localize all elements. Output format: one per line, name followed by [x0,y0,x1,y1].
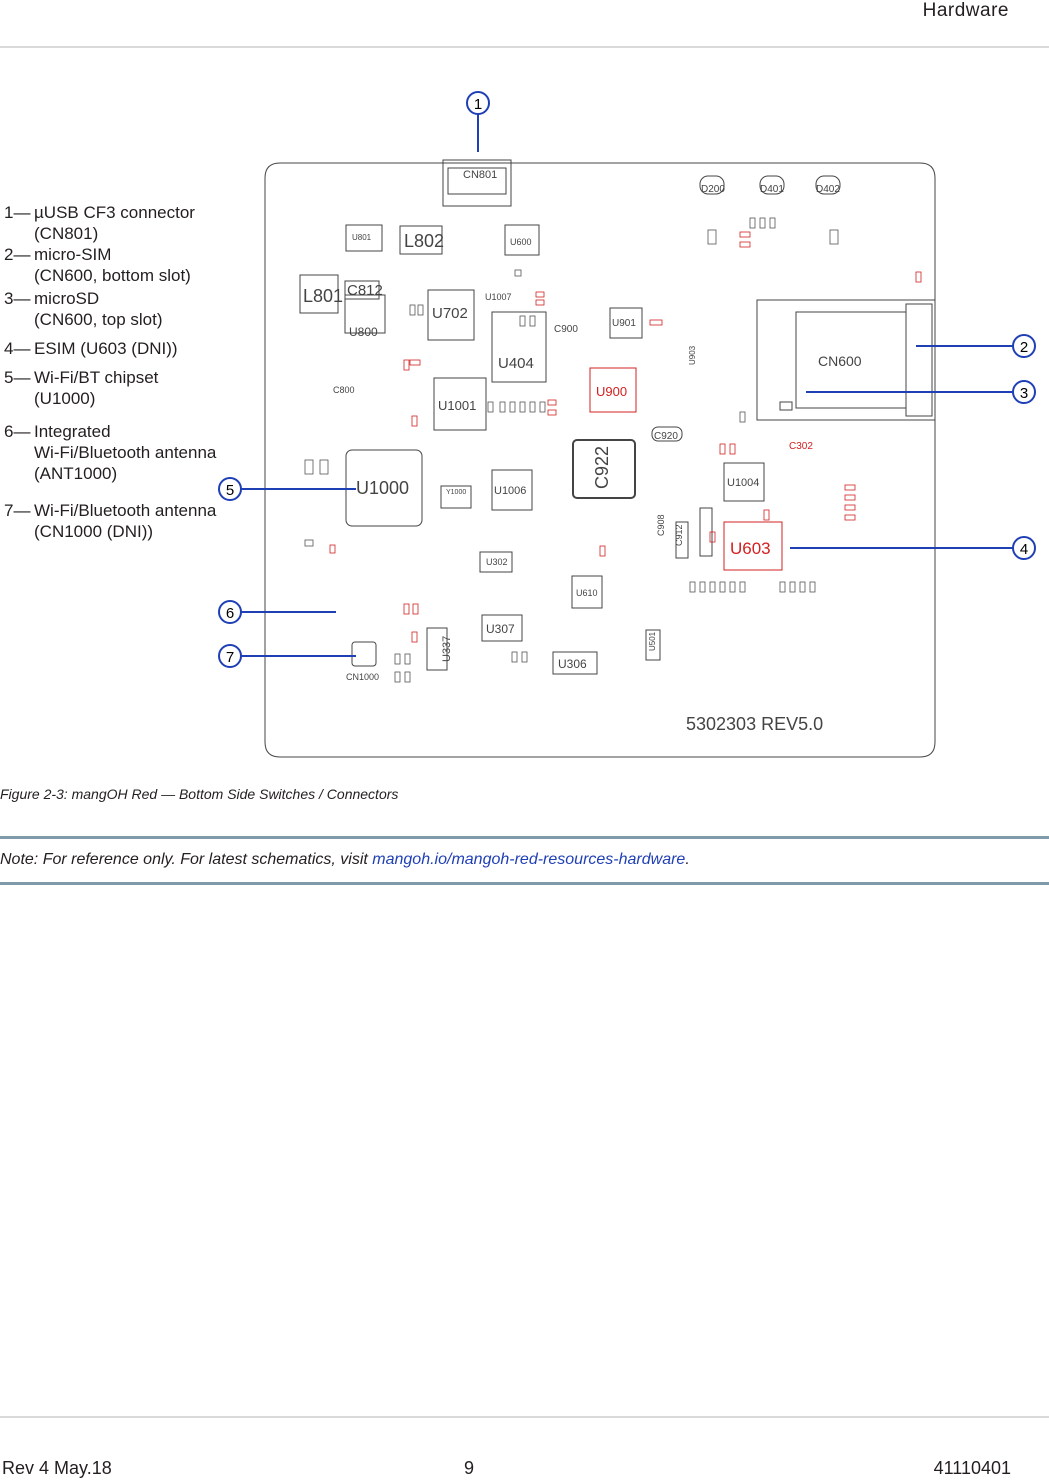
label-c800: C800 [333,385,355,395]
label-u610: U610 [576,588,598,598]
svg-text:3: 3 [1019,385,1029,402]
callout-1 [467,92,489,114]
label-d401: D401 [760,184,784,195]
legend-item-1: 1— µUSB CF3 connector (CN801) [4,203,195,243]
legend-item-6: 6— Integrated Wi-Fi/Bluetooth antenna (ANT1000) [4,422,217,483]
label-u1001: U1001 [438,398,477,413]
footer-document-number: 41110401 [933,1458,1011,1478]
label-cn600: CN600 [818,353,862,369]
svg-text:7: 7 [225,649,235,666]
callout-6 [219,601,241,623]
callout-bubbles [219,92,1035,667]
svg-text:6: 6 [225,605,235,622]
pcb-bottom-diagram [0,60,1049,780]
note-suffix: . [685,851,690,868]
note-text: Note: For reference only. For latest schematics, visit [0,851,373,868]
callout-5 [219,478,241,500]
label-c302: C302 [789,441,813,452]
label-u1006: U1006 [494,485,527,497]
label-u302: U302 [486,557,508,567]
label-c812: C812 [347,282,383,299]
label-u903: U903 [688,345,697,365]
label-revision: 5302303 REV5.0 [686,714,824,734]
label-u1000: U1000 [356,478,410,498]
svg-text:5: 5 [225,482,235,499]
label-u702: U702 [432,305,468,322]
label-u1007: U1007 [485,292,512,302]
footer-revision: Rev 4 May.18 [2,1458,112,1478]
label-c912: C912 [674,524,684,546]
label-u801: U801 [352,233,372,242]
callout-4 [1013,537,1035,559]
footer-page-number: 9 [464,1458,475,1478]
note-top-rule [0,836,1049,839]
label-u307: U307 [486,622,515,636]
header-rule [0,46,1049,48]
label-u501: U501 [648,631,657,651]
legend-item-2: 2— micro-SIM (CN600, bottom slot) [4,245,191,285]
legend-item-7: 7— Wi-Fi/Bluetooth antenna (CN1000 (DNI)) [4,501,217,541]
usb-connector-outline [443,160,511,206]
label-u1004: U1004 [727,477,760,489]
legend-item-3: 3— microSD (CN600, top slot) [4,289,163,329]
note-bottom-rule [0,882,1049,885]
label-y1000: Y1000 [446,489,467,496]
figure-caption: Figure 2-3: mangOH Red — Bottom Side Switches / Connectors [0,786,399,802]
callout-3 [1013,381,1035,403]
label-c908: C908 [656,514,666,536]
callout-2 [1013,335,1035,357]
legend-item-5: 5— Wi-Fi/BT chipset (U1000) [4,368,159,408]
label-u306: U306 [558,657,587,671]
label-d200: D200 [701,184,725,195]
label-d402: D402 [816,184,840,195]
label-u900: U900 [596,384,628,399]
svg-text:4: 4 [1019,541,1029,558]
label-c922: C922 [592,445,612,489]
label-u600: U600 [510,237,532,247]
svg-text:1: 1 [473,96,483,113]
callout-7 [219,645,241,667]
svg-text:2: 2 [1019,339,1029,356]
red-components [330,232,921,642]
label-c920: C920 [654,431,678,442]
label-u901: U901 [612,318,636,329]
label-l801: L801 [303,286,344,306]
reference-note [0,851,690,869]
label-u337: U337 [441,635,453,662]
label-u404: U404 [498,355,534,372]
label-cn1000: CN1000 [346,672,380,682]
label-cn801: CN801 [463,169,498,181]
header-section-title: Hardware [922,0,1009,21]
resources-link[interactable]: mangoh.io/mangoh-red-resources-hardware [372,851,686,868]
label-u800: U800 [349,325,378,339]
label-u603: U603 [730,539,771,558]
footer-rule [0,1416,1049,1418]
label-c900: C900 [554,324,578,335]
legend-item-4: 4— ESIM (U603 (DNI)) [4,339,178,358]
label-l802: L802 [404,231,445,251]
